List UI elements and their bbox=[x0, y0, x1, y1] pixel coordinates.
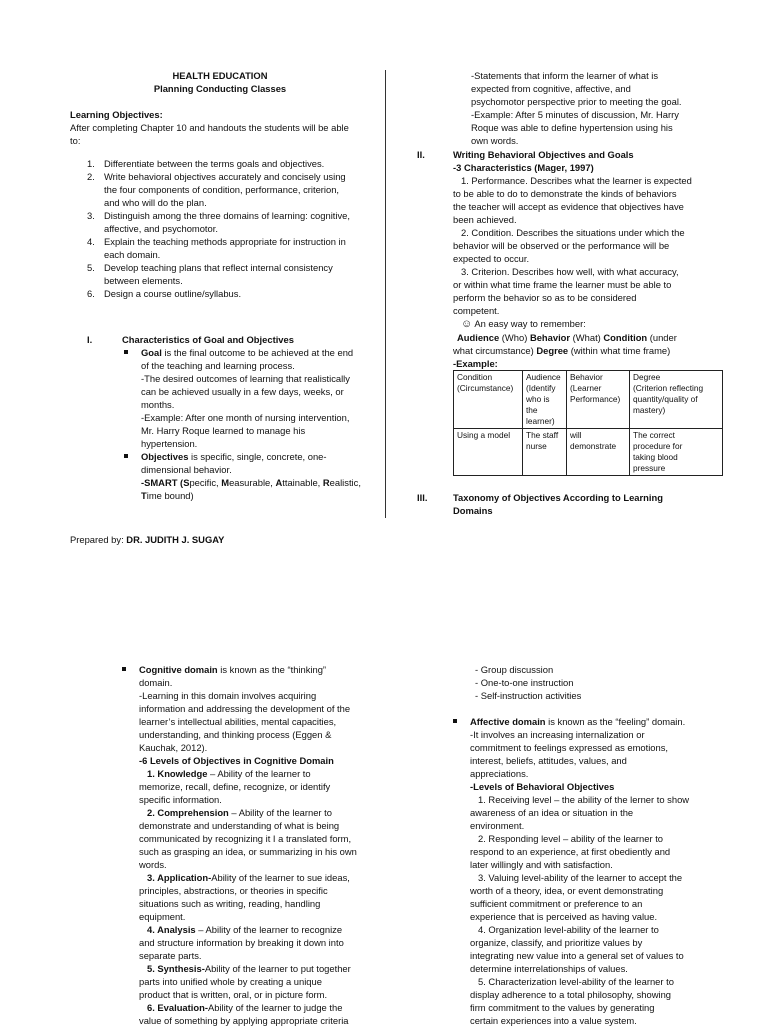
table-cell: Behavior (Learner Performance) bbox=[567, 371, 630, 429]
performance-paragraph: 1. Performance. Describes what the learner is expected to be able to do to demonstrate the kinds of behaviors the teacher will accept as evidence that objectives have been achieved. bbox=[453, 175, 692, 225]
table-header-row bbox=[454, 371, 723, 429]
teaching-methods-list bbox=[475, 663, 725, 702]
condition-paragraph: 2. Condition. Describes the situations under which the behavior will be observed or the performance will be expected to occur. bbox=[453, 227, 685, 264]
objectives-list bbox=[70, 157, 370, 300]
cognitive-bullet: Cognitive domain is known as the “thinking” domain. -Learning in this domain involves acquiring information and addressing the development of the learner’s intellectual abilities, mental capacities, understanding, and thinking process (Eggen & Kauchak, 2012). -6 Levels of Objectives in Cognitive Domain 1. Knowledge – Ability of the learner to memorize, recall, define, recognize, or identify specific information. 2. Comprehension – Ability of the learner to demonstrate and understanding of what is being communicated by recognizing it I a translated form, such as grasping an idea, or summarizing in his own words. 3. Application-Ability of the learner to sue ideas, principles, abstractions, or theories in specific situations such as writing, reading, handling equipment. 4. Analysis – Ability of the learner to recognize and structure information by breaking it down into separate parts. 5. Synthesis-Ability of the learner to put together parts into unified whole by creating a unique product that is written, oral, or in picture form. 6. Evaluation-Ability of the learner to judge the value of something by applying appropriate criteria bbox=[120, 663, 380, 1027]
cognitive-level-knowledge: 1. Knowledge – Ability of the learner to memorize, recall, define, recognize, or identify specific information. bbox=[139, 768, 331, 805]
cognitive-domain-section bbox=[120, 663, 380, 1027]
table-cell: The staff nurse bbox=[523, 429, 567, 476]
list-item: - Self-instruction activities bbox=[475, 690, 582, 701]
section-1-bullets bbox=[122, 346, 372, 502]
table-cell: will demonstrate bbox=[567, 429, 630, 476]
page1-column-divider bbox=[385, 70, 386, 518]
intro-line-1: After completing Chapter 10 and handouts the students will be able bbox=[70, 122, 349, 133]
page-subtitle: Planning Conducting Classes bbox=[153, 83, 287, 94]
page-title: HEALTH EDUCATION bbox=[172, 70, 268, 81]
section-1-heading: Characteristics of Goal and Objectives bbox=[122, 334, 294, 345]
objectives-statements: -Statements that inform the learner of what is expected from cognitive, affective, and psychomotor perspective prior to meeting the goal. -Example: After 5 minutes of discussion, Mr. Harry Roque was able to define hypertension using his own words. bbox=[471, 70, 682, 146]
goal-bullet: Goal is the final outcome to be achieved at the end of the teaching and learning process. -The desired outcomes of learning that realistically can be achieved usually in a few days, weeks, or months. -Example: After one month of nursing intervention, Mr. Harry Roque learned to manage his hypertension. bbox=[122, 346, 372, 450]
section-1-numeral: I. bbox=[87, 334, 93, 345]
affective-level-organization: 4. Organization level-ability of the learner to organize, classify, and prioritize values by integrating new value into a general set of values to determine interrelationships of values. bbox=[470, 924, 684, 974]
list-item: - Group discussion bbox=[475, 664, 554, 675]
cognitive-level-comprehension: 2. Comprehension – Ability of the learner to demonstrate and understanding of what is being communicated by recognizing it I a translated form, such as grasping an idea, or summarizing in his own words. bbox=[139, 807, 357, 870]
smiley-icon: ☺ bbox=[461, 318, 473, 330]
cognitive-level-analysis: 4. Analysis – Ability of the learner to recognize and structure information by breaking it down into separate parts. bbox=[139, 924, 344, 961]
objective-item: 2. Write behavioral objectives accurately and concisely using the four components of condition, performance, criterion, and who will do the plan. bbox=[87, 171, 346, 208]
affective-level-characterization: 5. Characterization level-ability of the learner to display adherence to a total philosophy, showing firm commitment to the values by generating certain experiences into a value system. bbox=[470, 976, 674, 1026]
affective-domain-section bbox=[451, 715, 736, 1027]
intro-line-2: to: bbox=[70, 135, 81, 146]
affective-level-receiving: 1. Receiving level – the ability of the lerner to show awareness of an idea or situation in the environment. bbox=[470, 794, 690, 831]
section-2 bbox=[453, 148, 733, 476]
mnemonic-line-1: Audience (Who) Behavior (What) Condition (under bbox=[457, 332, 677, 343]
example-table bbox=[453, 370, 723, 476]
section-2-numeral: II. bbox=[417, 149, 425, 160]
smart-line: -SMART (S bbox=[141, 477, 190, 488]
section-3-numeral: III. bbox=[417, 492, 428, 503]
table-cell: Audience (Identify who is the learner) bbox=[523, 371, 567, 429]
cognitive-level-application: 3. Application-Ability of the learner to sue ideas, principles, abstractions, or theories in specific situations such as writing, reading, handling equipment. bbox=[139, 872, 350, 922]
objectives-bullet: Objectives is specific, single, concrete, one- dimensional behavior. -SMART (Specific, Measurable, Attainable, Realistic, Time bound) bbox=[122, 450, 372, 502]
objective-item: 6. Design a course outline/syllabus. bbox=[87, 288, 242, 299]
section-3-heading: Taxonomy of Objectives According to Learning Domains bbox=[453, 492, 663, 516]
table-cell: Degree (Criterion reflecting quantity/quality of mastery) bbox=[630, 371, 723, 429]
cognitive-level-evaluation: 6. Evaluation-Ability of the learner to judge the value of something by applying appropriate criteria bbox=[139, 1002, 349, 1026]
affective-level-valuing: 3. Valuing level-ability of the learner to accept the worth of a theory, idea, or event demonstrating sufficient commitment or preference to an experience that is perceived as having value. bbox=[470, 872, 683, 922]
page1-left-column bbox=[70, 69, 370, 300]
objective-item: 4. Explain the teaching methods appropriate for instruction in each domain. bbox=[87, 236, 346, 260]
section-2-heading: Writing Behavioral Objectives and Goals bbox=[453, 149, 634, 160]
affective-level-responding: 2. Responding level – ability of the learner to respond to an experience, at first obediently and later willingly and with satisfaction. bbox=[470, 833, 671, 870]
easy-remember-line: ☺ An easy way to remember: bbox=[461, 318, 586, 330]
table-cell: The correct procedure for taking blood pressure bbox=[630, 429, 723, 476]
affective-bullet: Affective domain is known as the “feeling” domain. -It involves an increasing internalization or commitment to feelings expressed as emotions, interest, beliefs, attitudes, values, and appreciations. -Levels of Behavioral Objectives 1. Receiving level – the ability of the lerner to show awareness of an idea or situation in the environment. 2. Responding level – ability of the learner to respond to an experience, at first obediently and later willingly and with satisfaction. 3. Valuing level-ability of the learner to accept the worth of a theory, idea, or event demonstrating sufficient commitment or preference to an experience that is perceived as having value. 4. Organization level-ability of the learner to organize, classify, and prioritize values by integrating new value into a general set of values to determine interrelationships of values. 5. Characterization level-ability of the learner to display adherence to a total philosophy, showing firm commitment to the values by generating certain experiences into a value system. bbox=[451, 715, 736, 1027]
prepared-by: Prepared by: DR. JUDITH J. SUGAY bbox=[70, 534, 225, 545]
mnemonic-line-2: what circumstance) Degree (within what time frame) bbox=[453, 345, 671, 356]
list-item: - One-to-one instruction bbox=[475, 677, 574, 688]
table-cell: Condition (Circumstance) bbox=[454, 371, 523, 429]
section-2-subheading: -3 Characteristics (Mager, 1997) bbox=[453, 162, 594, 173]
example-label: -Example: bbox=[453, 358, 498, 369]
learning-objectives-heading: Learning Objectives: bbox=[70, 109, 163, 120]
objective-item: 1. Differentiate between the terms goals and objectives. bbox=[87, 158, 325, 169]
table-cell: Using a model bbox=[454, 429, 523, 476]
table-row bbox=[454, 429, 723, 476]
criterion-paragraph: 3. Criterion. Describes how well, with what accuracy, or within what time frame the learner must be able to perform the behavior so as to be considered competent. bbox=[453, 266, 679, 316]
section-1 bbox=[122, 333, 372, 502]
cognitive-level-synthesis: 5. Synthesis-Ability of the learner to put together parts into unified whole by creating a unique product that is written, oral, or in picture form. bbox=[139, 963, 351, 1000]
objective-item: 5. Develop teaching plans that reflect internal consistency between elements. bbox=[87, 262, 333, 286]
objective-item: 3. Distinguish among the three domains of learning: cognitive, affective, and psychomotor. bbox=[87, 210, 350, 234]
